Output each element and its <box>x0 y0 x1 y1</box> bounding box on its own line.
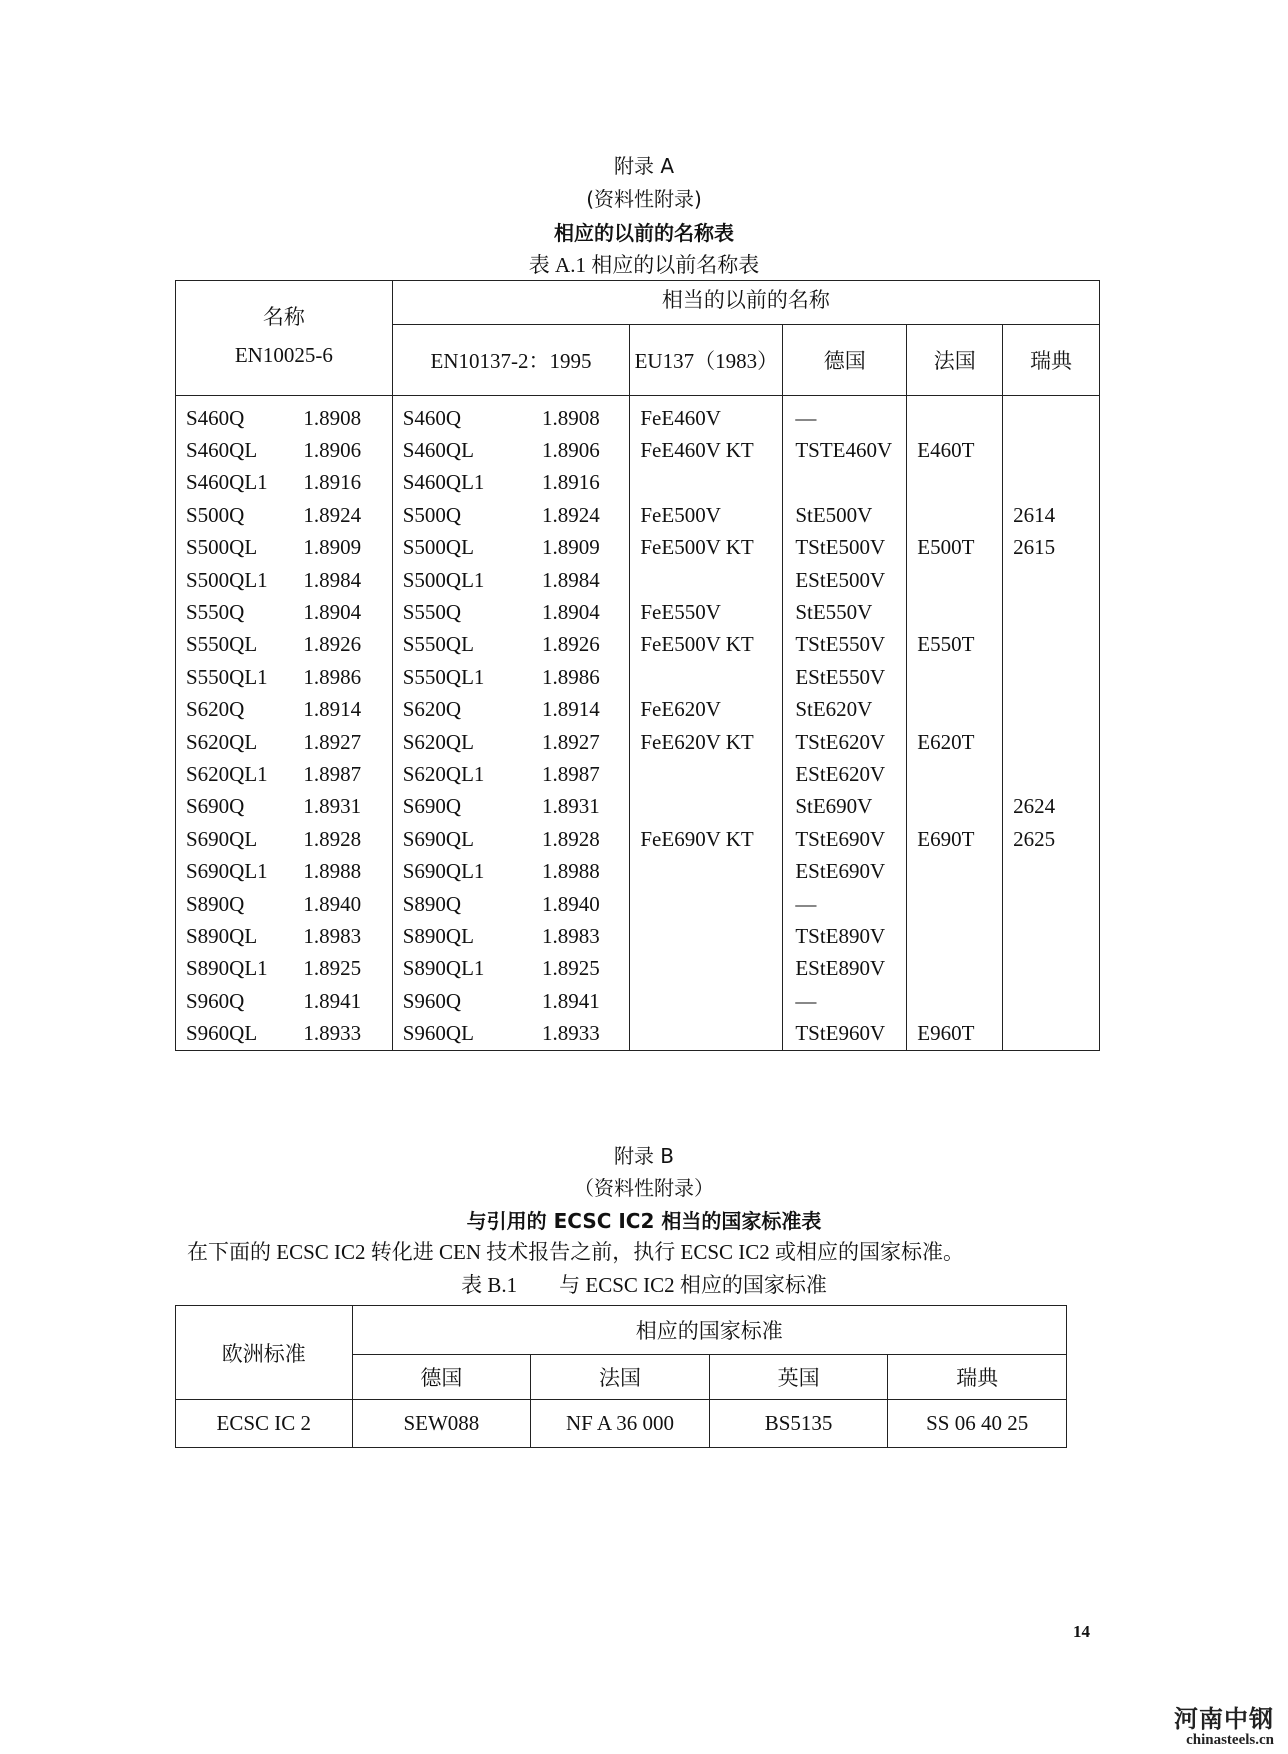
subheader-germany: 德国 <box>352 1355 531 1400</box>
cell-sweden <box>1003 661 1100 693</box>
cell-number: 1.8908 <box>293 396 392 435</box>
cell-eu137: FeE500V <box>630 499 783 531</box>
table-b1 <box>175 1305 1067 1448</box>
cell-en10137-number: 1.8986 <box>532 661 630 693</box>
cell-number: 1.8927 <box>293 726 392 758</box>
table-row <box>176 823 1100 855</box>
cell-sweden <box>1003 726 1100 758</box>
cell-france <box>907 467 1003 499</box>
cell-name: S690QL <box>186 826 258 851</box>
table-row <box>176 434 1100 466</box>
cell-germany: EStE500V <box>783 564 907 596</box>
cell-number: 1.8916 <box>293 467 392 499</box>
cell-en10137-number: 1.8933 <box>532 1017 630 1050</box>
cell-name: S890Q <box>186 891 245 916</box>
cell-eu137 <box>630 791 783 823</box>
subheader-eu137: EU137（1983） <box>630 325 783 396</box>
cell-number: 1.8987 <box>293 758 392 790</box>
cell-en10137-name: S620QL1 <box>402 761 485 786</box>
subheader-france: 法国 <box>531 1355 710 1400</box>
subheader-uk: 英国 <box>709 1355 888 1400</box>
cell-sweden <box>1003 694 1100 726</box>
cell-france: E550T <box>907 629 1003 661</box>
cell-european-standard: ECSC IC 2 <box>176 1400 353 1448</box>
page-number: 14 <box>1073 1622 1090 1641</box>
cell-number: 1.8906 <box>293 434 392 466</box>
cell-germany: StE690V <box>783 791 907 823</box>
header-group: 相当的以前的名称 <box>392 281 1099 325</box>
header-name-cell <box>176 281 393 396</box>
cell-number: 1.8983 <box>293 920 392 952</box>
cell-en10137-name: S620QL <box>402 729 474 754</box>
cell-en10137-number: 1.8924 <box>532 499 630 531</box>
cell-en10137-name: S690QL1 <box>402 859 485 884</box>
table-row <box>176 758 1100 790</box>
cell-germany: StE550V <box>783 596 907 628</box>
cell-sweden: 2615 <box>1003 532 1100 564</box>
cell-eu137 <box>630 953 783 985</box>
cell-germany: TStE620V <box>783 726 907 758</box>
cell-en10137-number: 1.8925 <box>532 953 630 985</box>
cell-eu137: FeE620V <box>630 694 783 726</box>
cell-en10137-number: 1.8914 <box>532 694 630 726</box>
cell-germany: EStE550V <box>783 661 907 693</box>
cell-name: S890QL <box>186 923 258 948</box>
cell-eu137 <box>630 758 783 790</box>
appendix-b-title: 与引用的 ECSC IC2 相当的国家标准表 <box>466 1209 822 1233</box>
watermark-url: chinasteels.cn <box>1186 1732 1274 1748</box>
cell-sweden <box>1003 434 1100 466</box>
cell-eu137: FeE460V KT <box>630 434 783 466</box>
cell-germany <box>783 467 907 499</box>
cell-name: S460QL <box>186 438 258 463</box>
cell-name: S960QL <box>186 1021 258 1046</box>
cell-en10137-number: 1.8940 <box>532 888 630 920</box>
cell-eu137 <box>630 920 783 952</box>
subheader-en10137: EN10137-2：1995 <box>392 325 630 396</box>
cell-germany: EStE620V <box>783 758 907 790</box>
cell-name: S550Q <box>186 600 245 625</box>
table-row <box>176 694 1100 726</box>
cell-eu137 <box>630 564 783 596</box>
cell-name: S620QL1 <box>186 761 268 786</box>
cell-france: E690T <box>907 823 1003 855</box>
cell-en10137-number: 1.8927 <box>532 726 630 758</box>
cell-en10137-name: S960Q <box>402 988 462 1013</box>
cell-en10137-name: S460QL1 <box>402 470 485 495</box>
appendix-a-title: 相应的以前的名称表 <box>554 221 734 245</box>
cell-germany: — <box>783 985 907 1017</box>
cell-france <box>907 953 1003 985</box>
table-row <box>176 791 1100 823</box>
cell-eu137: FeE550V <box>630 596 783 628</box>
cell-eu137 <box>630 888 783 920</box>
cell-sweden <box>1003 1017 1100 1050</box>
cell-name: S690Q <box>186 794 245 819</box>
header-national-standards: 相应的国家标准 <box>352 1306 1066 1355</box>
table-row <box>176 726 1100 758</box>
cell-en10137-number: 1.8926 <box>532 629 630 661</box>
cell-france <box>907 888 1003 920</box>
cell-name: S890QL1 <box>186 956 268 981</box>
cell-number: 1.8904 <box>293 596 392 628</box>
cell-number: 1.8984 <box>293 564 392 596</box>
cell-sweden: SS 06 40 25 <box>888 1400 1067 1448</box>
cell-germany: EStE690V <box>783 855 907 887</box>
cell-germany: StE500V <box>783 499 907 531</box>
cell-en10137-name: S550Q <box>402 600 462 625</box>
cell-en10137-name: S690Q <box>402 794 462 819</box>
cell-number: 1.8909 <box>293 532 392 564</box>
cell-en10137-name: S620Q <box>402 697 462 722</box>
table-b1-caption: 表 B.1 与 ECSC IC2 相应的国家标准 <box>461 1273 827 1297</box>
cell-name: S960Q <box>186 988 245 1013</box>
watermark <box>1174 1706 1274 1748</box>
cell-number: 1.8941 <box>293 985 392 1017</box>
cell-en10137-name: S890Q <box>402 891 462 916</box>
appendix-b-intro: 在下面的 ECSC IC2 转化进 CEN 技术报告之前，执行 ECSC IC2 或相应的国家标准。 <box>187 1240 965 1264</box>
cell-en10137-number: 1.8908 <box>532 396 630 435</box>
cell-name: S550QL <box>186 632 258 657</box>
cell-france <box>907 791 1003 823</box>
cell-number: 1.8926 <box>293 629 392 661</box>
cell-eu137 <box>630 1017 783 1050</box>
cell-name: S500Q <box>186 502 245 527</box>
header-name: 名称 <box>262 304 305 329</box>
cell-sweden <box>1003 888 1100 920</box>
cell-france: E460T <box>907 434 1003 466</box>
cell-france: E500T <box>907 532 1003 564</box>
cell-germany: EStE890V <box>783 953 907 985</box>
table-row <box>176 596 1100 628</box>
cell-germany: TSTE460V <box>783 434 907 466</box>
cell-number: 1.8924 <box>293 499 392 531</box>
table-row <box>176 855 1100 887</box>
cell-france <box>907 758 1003 790</box>
cell-en10137-name: S500QL1 <box>402 567 485 592</box>
table-row <box>176 629 1100 661</box>
cell-name: S460Q <box>186 405 245 430</box>
cell-france <box>907 596 1003 628</box>
cell-name: S460QL1 <box>186 470 268 495</box>
cell-sweden: 2625 <box>1003 823 1100 855</box>
cell-name: S500QL1 <box>186 567 268 592</box>
cell-france <box>907 396 1003 435</box>
cell-france: NF A 36 000 <box>531 1400 710 1448</box>
cell-eu137: FeE460V <box>630 396 783 435</box>
cell-name: S500QL <box>186 535 258 560</box>
cell-number: 1.8914 <box>293 694 392 726</box>
cell-name: S620Q <box>186 697 245 722</box>
cell-name: S690QL1 <box>186 859 268 884</box>
cell-france <box>907 564 1003 596</box>
cell-en10137-number: 1.8983 <box>532 920 630 952</box>
cell-en10137-name: S500QL <box>402 535 474 560</box>
cell-france: E960T <box>907 1017 1003 1050</box>
table-row <box>176 467 1100 499</box>
cell-sweden <box>1003 953 1100 985</box>
cell-en10137-number: 1.8928 <box>532 823 630 855</box>
subheader-sweden: 瑞典 <box>888 1355 1067 1400</box>
cell-en10137-number: 1.8987 <box>532 758 630 790</box>
table-row <box>176 920 1100 952</box>
cell-en10137-number: 1.8931 <box>532 791 630 823</box>
cell-en10137-number: 1.8904 <box>532 596 630 628</box>
cell-germany: TStE890V <box>783 920 907 952</box>
cell-name: S620QL <box>186 729 258 754</box>
cell-sweden: 2614 <box>1003 499 1100 531</box>
cell-france <box>907 499 1003 531</box>
cell-germany: TStE960V <box>783 1017 907 1050</box>
cell-number: 1.8931 <box>293 791 392 823</box>
cell-eu137 <box>630 985 783 1017</box>
header-name-std: EN10025-6 <box>234 342 333 367</box>
cell-france <box>907 985 1003 1017</box>
cell-number: 1.8925 <box>293 953 392 985</box>
appendix-b-subheading: （资料性附录） <box>574 1176 714 1200</box>
cell-en10137-name: S550QL1 <box>402 664 485 689</box>
table-row <box>176 564 1100 596</box>
appendix-b-heading: 附录 B <box>613 1144 675 1168</box>
cell-en10137-number: 1.8984 <box>532 564 630 596</box>
cell-en10137-number: 1.8941 <box>532 985 630 1017</box>
cell-sweden <box>1003 855 1100 887</box>
cell-en10137-name: S890QL <box>402 923 474 948</box>
cell-germany: SEW088 <box>352 1400 531 1448</box>
cell-france <box>907 920 1003 952</box>
cell-number: 1.8928 <box>293 823 392 855</box>
cell-en10137-name: S500Q <box>402 502 462 527</box>
cell-sweden <box>1003 596 1100 628</box>
cell-sweden: 2624 <box>1003 791 1100 823</box>
cell-sweden <box>1003 467 1100 499</box>
cell-germany: — <box>783 396 907 435</box>
cell-en10137-name: S690QL <box>402 826 474 851</box>
table-row <box>176 888 1100 920</box>
cell-eu137 <box>630 467 783 499</box>
cell-en10137-name: S960QL <box>402 1021 474 1046</box>
cell-sweden <box>1003 564 1100 596</box>
cell-sweden <box>1003 396 1100 435</box>
cell-en10137-number: 1.8909 <box>532 532 630 564</box>
cell-germany: TStE690V <box>783 823 907 855</box>
cell-eu137: FeE500V KT <box>630 629 783 661</box>
cell-sweden <box>1003 985 1100 1017</box>
cell-name: S550QL1 <box>186 664 268 689</box>
cell-sweden <box>1003 629 1100 661</box>
cell-eu137: FeE620V KT <box>630 726 783 758</box>
cell-en10137-name: S460QL <box>402 438 474 463</box>
cell-en10137-number: 1.8906 <box>532 434 630 466</box>
cell-eu137: FeE500V KT <box>630 532 783 564</box>
cell-eu137: FeE690V KT <box>630 823 783 855</box>
subheader-sweden: 瑞典 <box>1003 325 1100 396</box>
cell-number: 1.8988 <box>293 855 392 887</box>
table-row <box>176 1400 1067 1448</box>
table-a1 <box>175 280 1100 1051</box>
appendix-a-subheading: (资料性附录) <box>586 187 702 211</box>
header-european-standard: 欧洲标准 <box>176 1306 353 1400</box>
cell-france <box>907 855 1003 887</box>
cell-germany: — <box>783 888 907 920</box>
cell-france <box>907 694 1003 726</box>
cell-number: 1.8940 <box>293 888 392 920</box>
table-row <box>176 985 1100 1017</box>
cell-uk: BS5135 <box>709 1400 888 1448</box>
cell-france: E620T <box>907 726 1003 758</box>
cell-en10137-name: S460Q <box>402 405 462 430</box>
cell-sweden <box>1003 920 1100 952</box>
cell-number: 1.8986 <box>293 661 392 693</box>
watermark-cn: 河南中钢 <box>1174 1705 1274 1733</box>
cell-eu137 <box>630 855 783 887</box>
cell-germany: TStE550V <box>783 629 907 661</box>
cell-france <box>907 661 1003 693</box>
cell-sweden <box>1003 758 1100 790</box>
table-row <box>176 499 1100 531</box>
cell-en10137-name: S550QL <box>402 632 474 657</box>
table-a1-caption: 表 A.1 相应的以前名称表 <box>528 253 760 277</box>
cell-en10137-number: 1.8988 <box>532 855 630 887</box>
table-row <box>176 661 1100 693</box>
cell-en10137-number: 1.8916 <box>532 467 630 499</box>
table-row <box>176 953 1100 985</box>
subheader-france: 法国 <box>907 325 1003 396</box>
cell-germany: StE620V <box>783 694 907 726</box>
cell-germany: TStE500V <box>783 532 907 564</box>
table-row <box>176 532 1100 564</box>
subheader-germany: 德国 <box>783 325 907 396</box>
table-row <box>176 396 1100 435</box>
appendix-a-heading: 附录 A <box>613 154 675 178</box>
cell-en10137-name: S890QL1 <box>402 956 485 981</box>
table-row <box>176 1017 1100 1050</box>
cell-eu137 <box>630 661 783 693</box>
cell-number: 1.8933 <box>293 1017 392 1050</box>
